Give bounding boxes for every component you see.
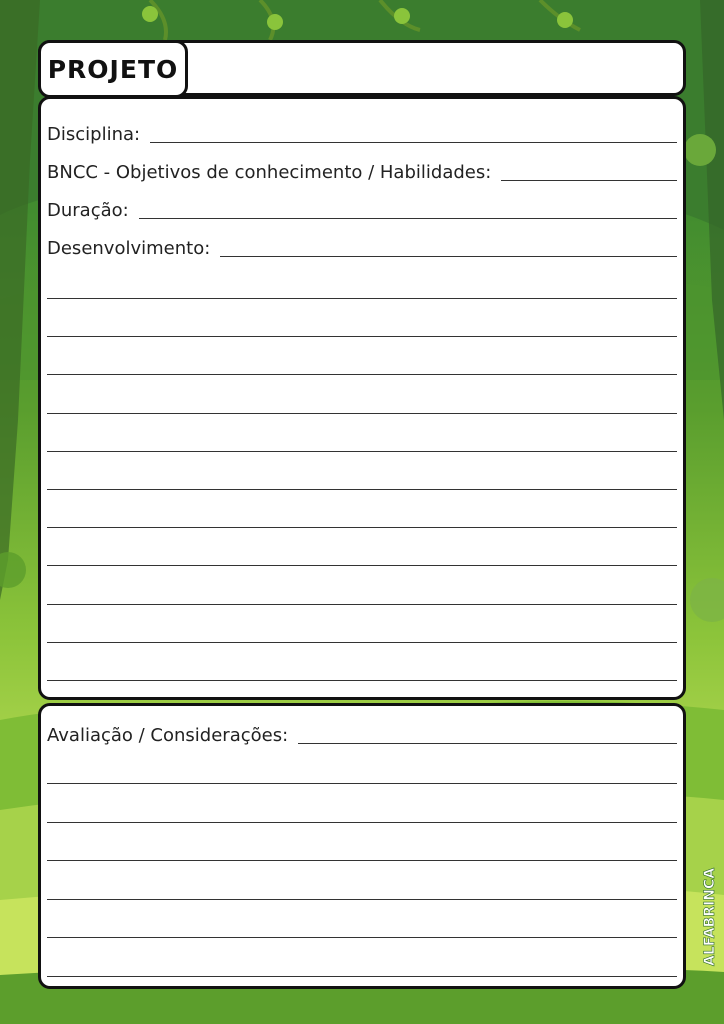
blank-line[interactable] [47,450,677,454]
blank-line[interactable] [47,936,677,940]
evaluation-panel [38,703,686,989]
blank-line-rule[interactable] [47,526,677,528]
bncc-field[interactable] [47,163,677,183]
blank-line[interactable] [47,641,677,645]
blank-line[interactable] [47,488,677,492]
blank-line[interactable] [47,526,677,530]
blank-line[interactable] [47,975,677,979]
blank-line[interactable] [47,412,677,416]
blank-line-rule[interactable] [47,859,677,861]
duracao-line[interactable] [139,217,677,219]
duracao-label: Duração: [47,200,129,221]
blank-line[interactable] [47,679,677,683]
desenvolvimento-line[interactable] [220,255,677,257]
blank-line[interactable] [47,859,677,863]
blank-line[interactable] [47,335,677,339]
bncc-line[interactable] [501,179,677,181]
blank-line-rule[interactable] [47,936,677,938]
disciplina-field[interactable] [47,125,677,145]
blank-line[interactable] [47,373,677,377]
alfabrinca-watermark [690,860,724,970]
blank-line-rule[interactable] [47,450,677,452]
project-details-panel [38,96,686,700]
avaliacao-label: Avaliação / Considerações: [47,725,289,746]
blank-line-rule[interactable] [47,782,677,784]
bncc-label: BNCC - Objetivos de conhecimento / Habilidades: [47,162,492,183]
blank-line-rule[interactable] [47,603,677,605]
title-tab [38,40,188,98]
duracao-field[interactable] [47,201,677,221]
blank-line-rule[interactable] [47,335,677,337]
avaliacao-field[interactable] [47,726,677,746]
disciplina-label: Disciplina: [47,124,141,145]
blank-line-rule[interactable] [47,488,677,490]
blank-line-rule[interactable] [47,898,677,900]
blank-line[interactable] [47,821,677,825]
avaliacao-line[interactable] [298,742,677,744]
watermark-text: ALFABRINCA [702,867,718,966]
blank-line-rule[interactable] [47,821,677,823]
blank-line-rule[interactable] [47,297,677,299]
desenvolvimento-field[interactable] [47,239,677,259]
blank-line[interactable] [47,782,677,786]
blank-line-rule[interactable] [47,679,677,681]
blank-line[interactable] [47,898,677,902]
blank-line-rule[interactable] [47,641,677,643]
page-title: PROJETO [47,54,179,84]
blank-line-rule[interactable] [47,975,677,977]
blank-line-rule[interactable] [47,373,677,375]
blank-line[interactable] [47,564,677,568]
blank-line[interactable] [47,603,677,607]
disciplina-line[interactable] [150,141,677,143]
blank-line[interactable] [47,297,677,301]
blank-line-rule[interactable] [47,564,677,566]
desenvolvimento-label: Desenvolvimento: [47,238,211,259]
blank-line-rule[interactable] [47,412,677,414]
